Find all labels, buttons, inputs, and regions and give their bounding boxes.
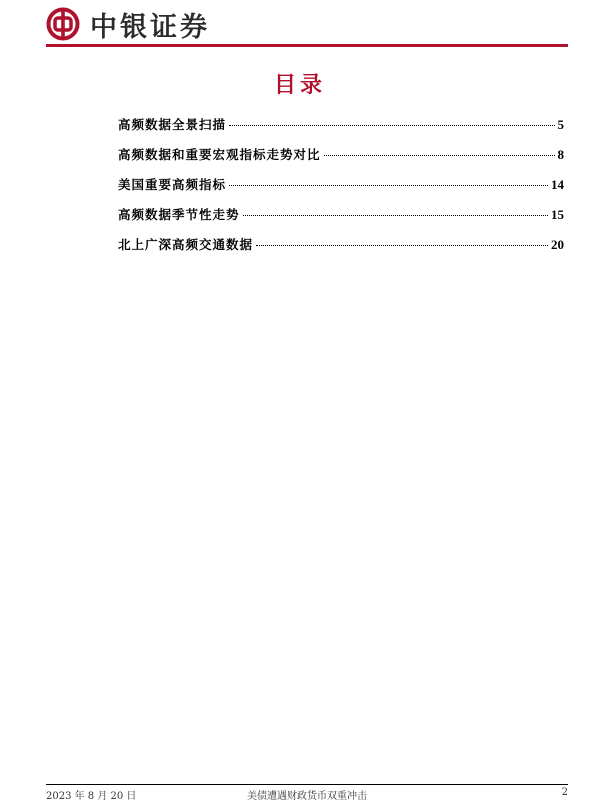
toc-leader-dots xyxy=(324,155,555,156)
toc-leader-dots xyxy=(229,125,554,126)
toc-entry-label: 高频数据全景扫描 xyxy=(118,117,227,132)
page-header xyxy=(46,6,210,42)
toc-entry-page: 8 xyxy=(557,147,564,162)
footer-date: 2023 年 8 月 20 日 xyxy=(46,791,137,802)
toc-entry[interactable] xyxy=(118,235,564,265)
toc-leader-dots xyxy=(243,215,548,216)
toc-leader-dots xyxy=(256,245,548,246)
brand-name: 中银证券 xyxy=(90,11,210,43)
bank-of-china-logo-icon xyxy=(46,7,80,41)
toc-entry-label: 高频数据季节性走势 xyxy=(118,207,240,222)
toc-entry-page: 15 xyxy=(551,207,564,222)
toc-entry-page: 5 xyxy=(557,117,564,132)
footer-page-number: 2 xyxy=(561,787,568,798)
toc-entry-label: 高频数据和重要宏观指标走势对比 xyxy=(118,147,321,162)
toc-entry-label: 美国重要高频指标 xyxy=(118,177,227,192)
toc-leader-dots xyxy=(229,185,548,186)
toc-entry[interactable] xyxy=(118,205,564,235)
toc-entry[interactable] xyxy=(118,145,564,175)
toc-entry-page: 20 xyxy=(551,237,564,252)
toc-entry-label: 北上广深高频交通数据 xyxy=(118,237,254,252)
toc-title: 目录 xyxy=(273,73,326,98)
header-rule xyxy=(46,44,568,47)
toc-entry-page: 14 xyxy=(551,177,564,192)
page-footer xyxy=(46,784,568,801)
toc-entry[interactable] xyxy=(118,175,564,205)
toc-entry[interactable] xyxy=(118,115,564,145)
table-of-contents xyxy=(118,115,564,265)
footer-document-title: 美债遭遇财政货币双重冲击 xyxy=(247,791,367,802)
